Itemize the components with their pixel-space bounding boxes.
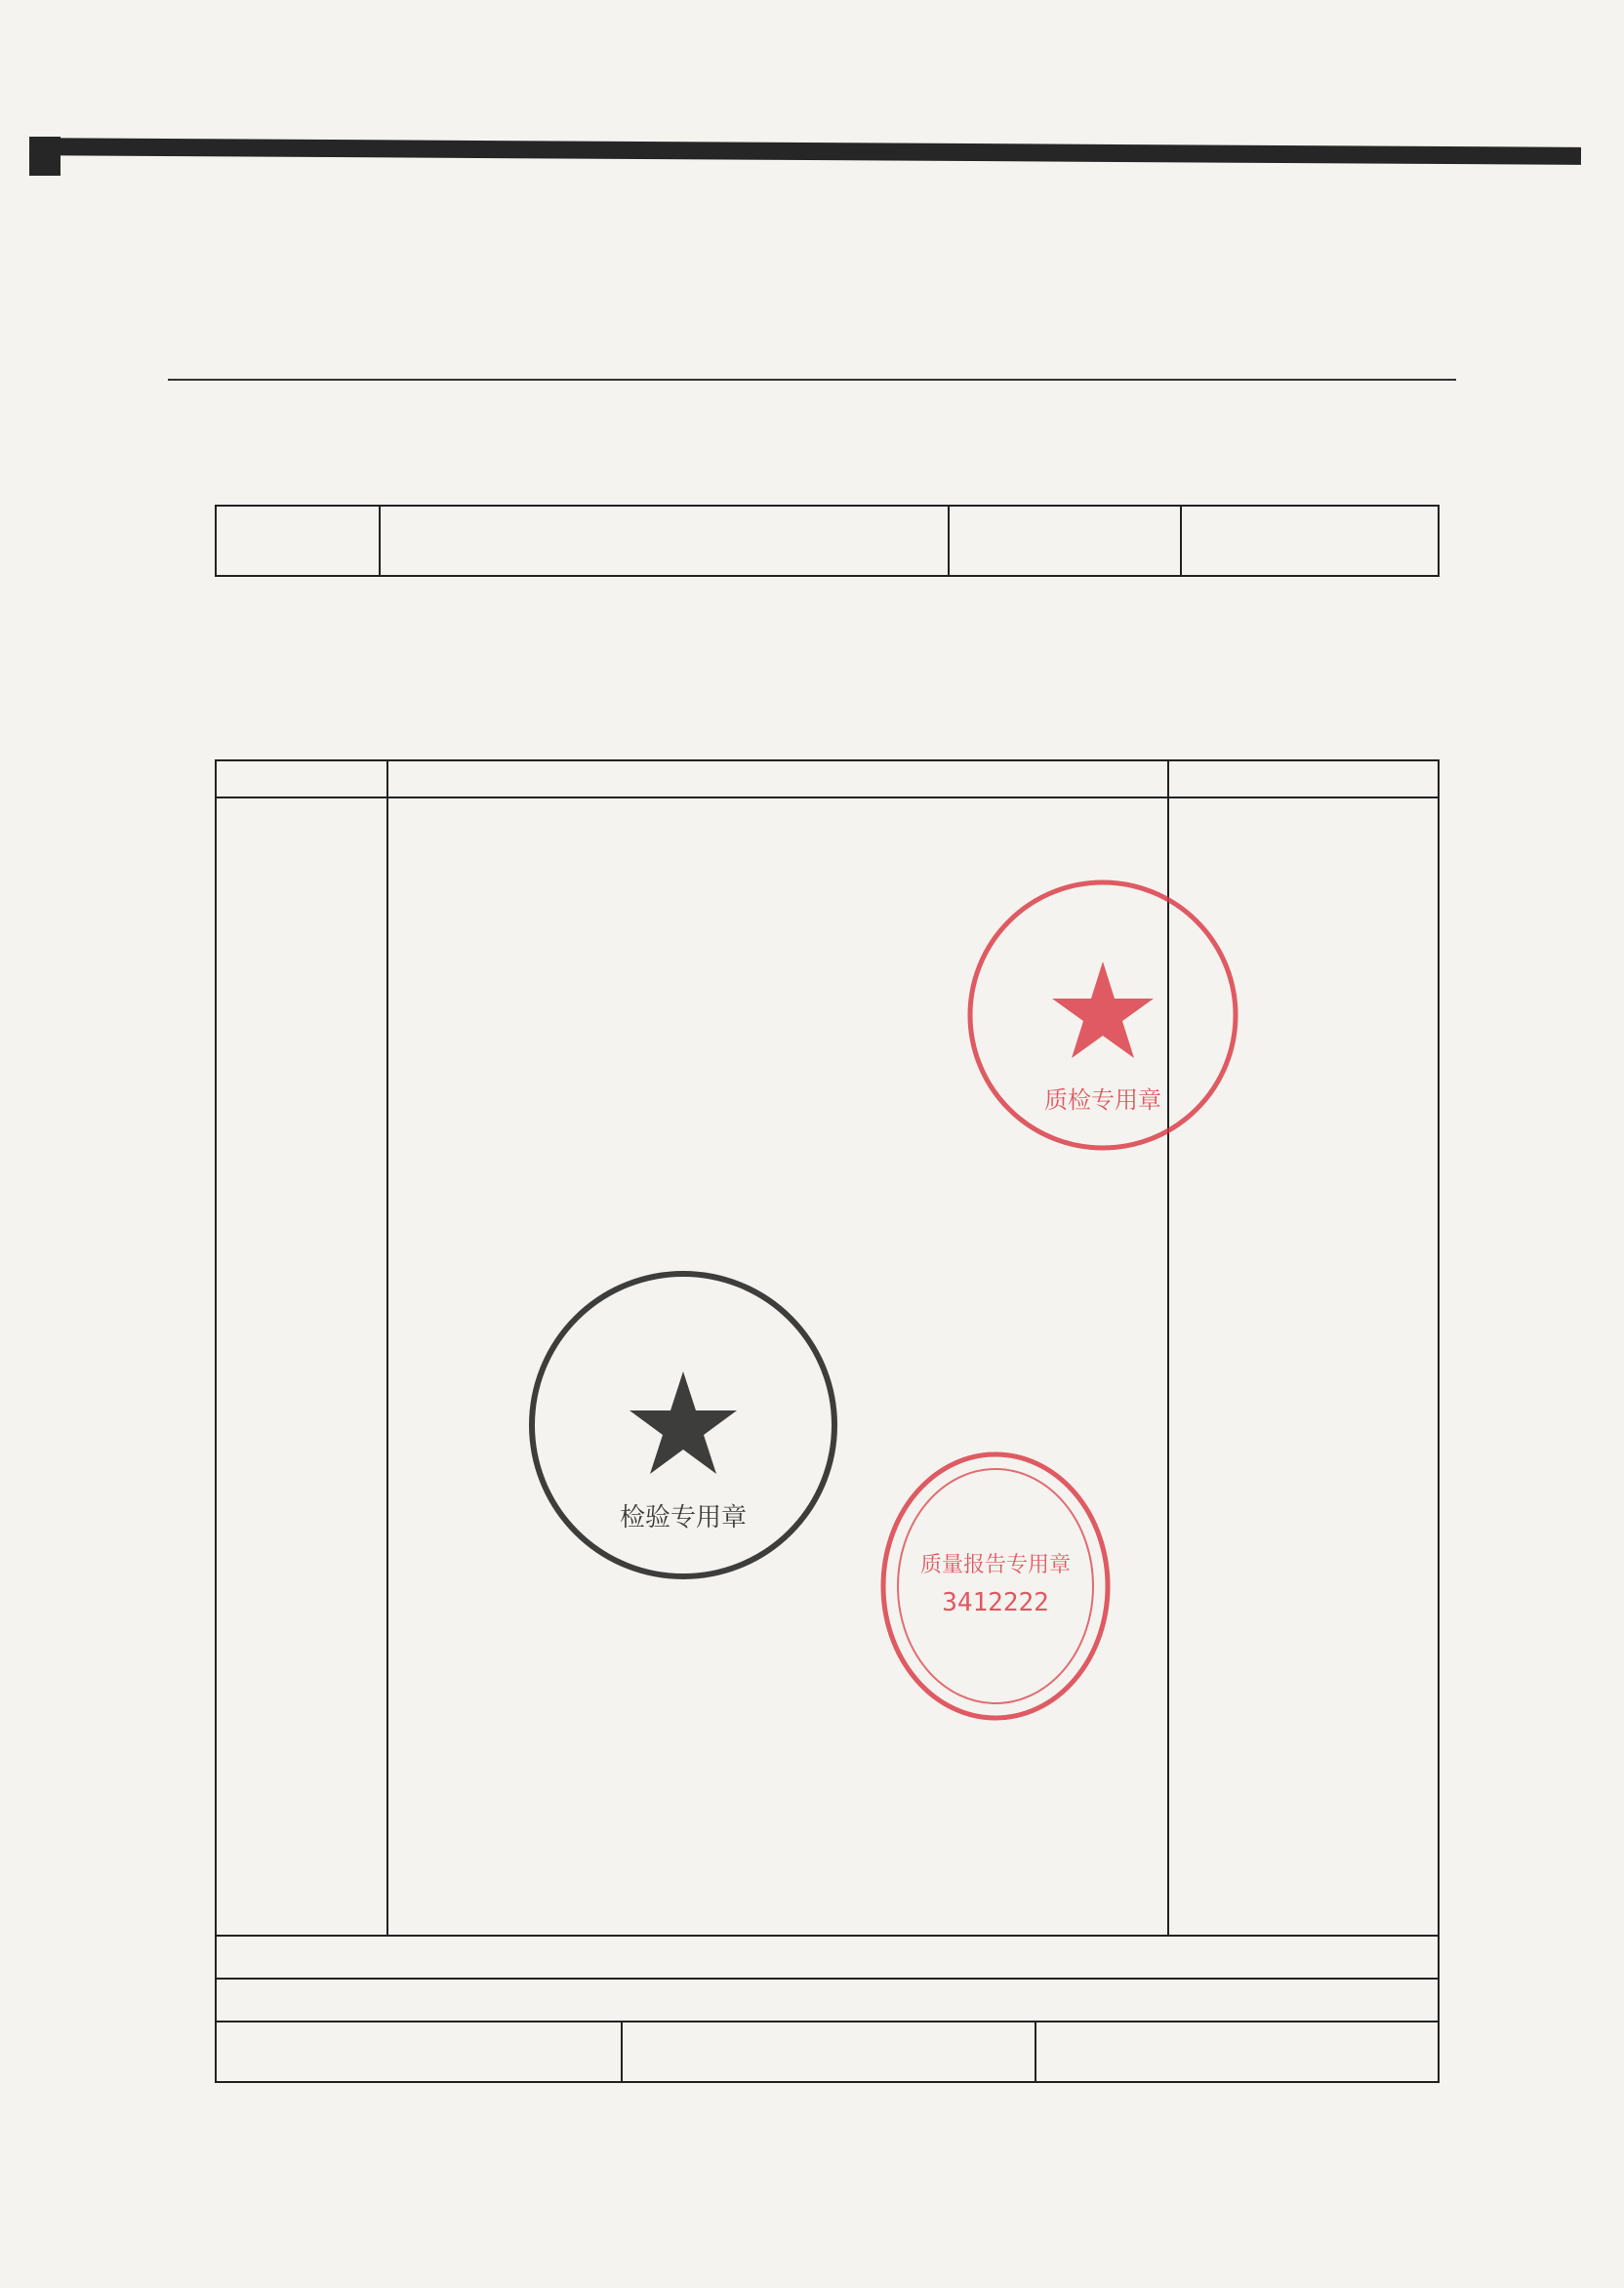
svg-text:3412222: 3412222	[942, 1588, 1049, 1617]
red-seal-1	[961, 874, 1244, 1157]
basis-value	[380, 506, 949, 576]
results-header	[215, 759, 1440, 798]
svg-text:检验专用章: 检验专用章	[619, 1503, 748, 1532]
report-date-label	[949, 506, 1181, 576]
basis-label	[216, 506, 380, 576]
sig-divider-2	[1035, 2022, 1036, 2083]
svg-text:质检专用章: 质检专用章	[1044, 1086, 1161, 1114]
col-divider-1	[386, 759, 388, 1937]
info-table	[215, 505, 1440, 577]
black-seal	[522, 1264, 844, 1586]
sig-divider-1	[621, 2022, 623, 2083]
conclusion-row	[215, 1937, 1440, 1980]
signature-row	[215, 2022, 1440, 2083]
svg-text:质量报告专用章: 质量报告专用章	[919, 1553, 1072, 1577]
header-rule	[168, 379, 1456, 381]
red-seal-2	[873, 1445, 1117, 1728]
basis-row	[216, 506, 1439, 576]
fax-black-bar	[29, 138, 1581, 165]
report-date-value	[1181, 506, 1439, 576]
note-row	[215, 1980, 1440, 2022]
